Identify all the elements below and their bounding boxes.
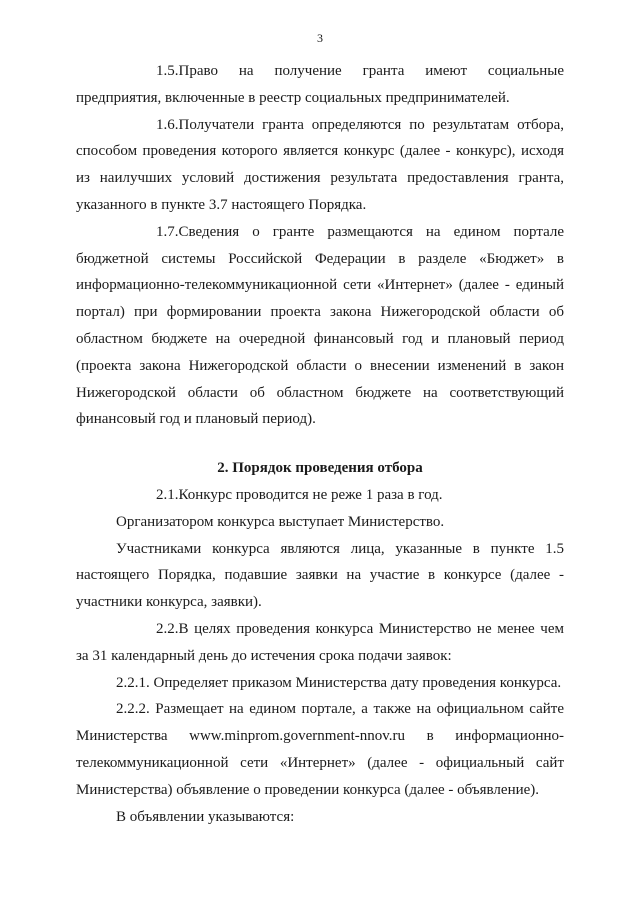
clause-2-1: [76, 482, 564, 509]
clause-number: 1.7.: [156, 223, 179, 240]
clause-2-2-2-line2: Министерства www.minprom.government-nnov.ru в информационно-: [76, 728, 564, 745]
clause-text: Право на получение гранта имеют социальные предприятия, включенные в реестр социальных предпринимателей.: [76, 63, 564, 106]
clause-number: 2.2.: [156, 620, 179, 637]
section-heading: 2. Порядок проведения отбора: [217, 460, 423, 477]
clause-2-2: [76, 616, 564, 670]
page-number: 3: [317, 31, 323, 45]
announcement-intro: В объявлении указываются:: [116, 808, 295, 825]
clause-text: Конкурс проводится не реже 1 раза в год.: [178, 486, 443, 503]
clause-2-2-2-line1: 2.2.2. Размещает на едином портале, а также на официальном сайте: [116, 701, 564, 718]
clause-2-2-2-rest: телекоммуникационной сети «Интернет» (далее - официальный сайт Министерства) объявление о проведении конкурса (далее - объявление).: [76, 754, 564, 798]
clause-2-2-1: 2.2.1. Определяет приказом Министерства дату проведения конкурса.: [116, 674, 562, 691]
document-body: [76, 58, 564, 830]
clause-text: В целях проведения конкурса Министерство не менее чем за 31 календарный день до истечения срока подачи заявок:: [76, 620, 564, 664]
clause-text: Сведения о гранте размещаются на едином портале бюджетной системы Российской Федерации в разделе «Бюджет» в информационно-телекоммуникационной сети «Интернет» (далее - единый портал) при формировании проекта закона Нижегородской области об областном бюджете на очередной финансовый год и плановый период (проекта закона Нижегородской области о внесении изменений в закон Нижегородской области об областном бюджете на соответствующий финансовый год и плановый период).: [76, 223, 564, 428]
clause-1-5: [76, 58, 564, 112]
clause-number: 2.1.: [156, 486, 179, 503]
clause-1-7: [76, 219, 564, 433]
participants-paragraph: Участниками конкурса являются лица, указанные в пункте 1.5 настоящего Порядка, подавшие заявки на участие в конкурсе (далее - участники конкурса, заявки).: [76, 540, 564, 611]
organizer-paragraph: Организатором конкурса выступает Министерство.: [116, 513, 445, 530]
clause-number: 1.6.: [156, 116, 179, 133]
clause-1-6: [76, 112, 564, 219]
clause-number: 1.5.: [156, 63, 179, 79]
clause-text: Получатели гранта определяются по результатам отбора, способом проведения которого является конкурс (далее - конкурс), исходя из наилучших условий достижения результата предоставления гранта, указанного в пункте 3.7 настоящего Порядка.: [76, 116, 564, 213]
